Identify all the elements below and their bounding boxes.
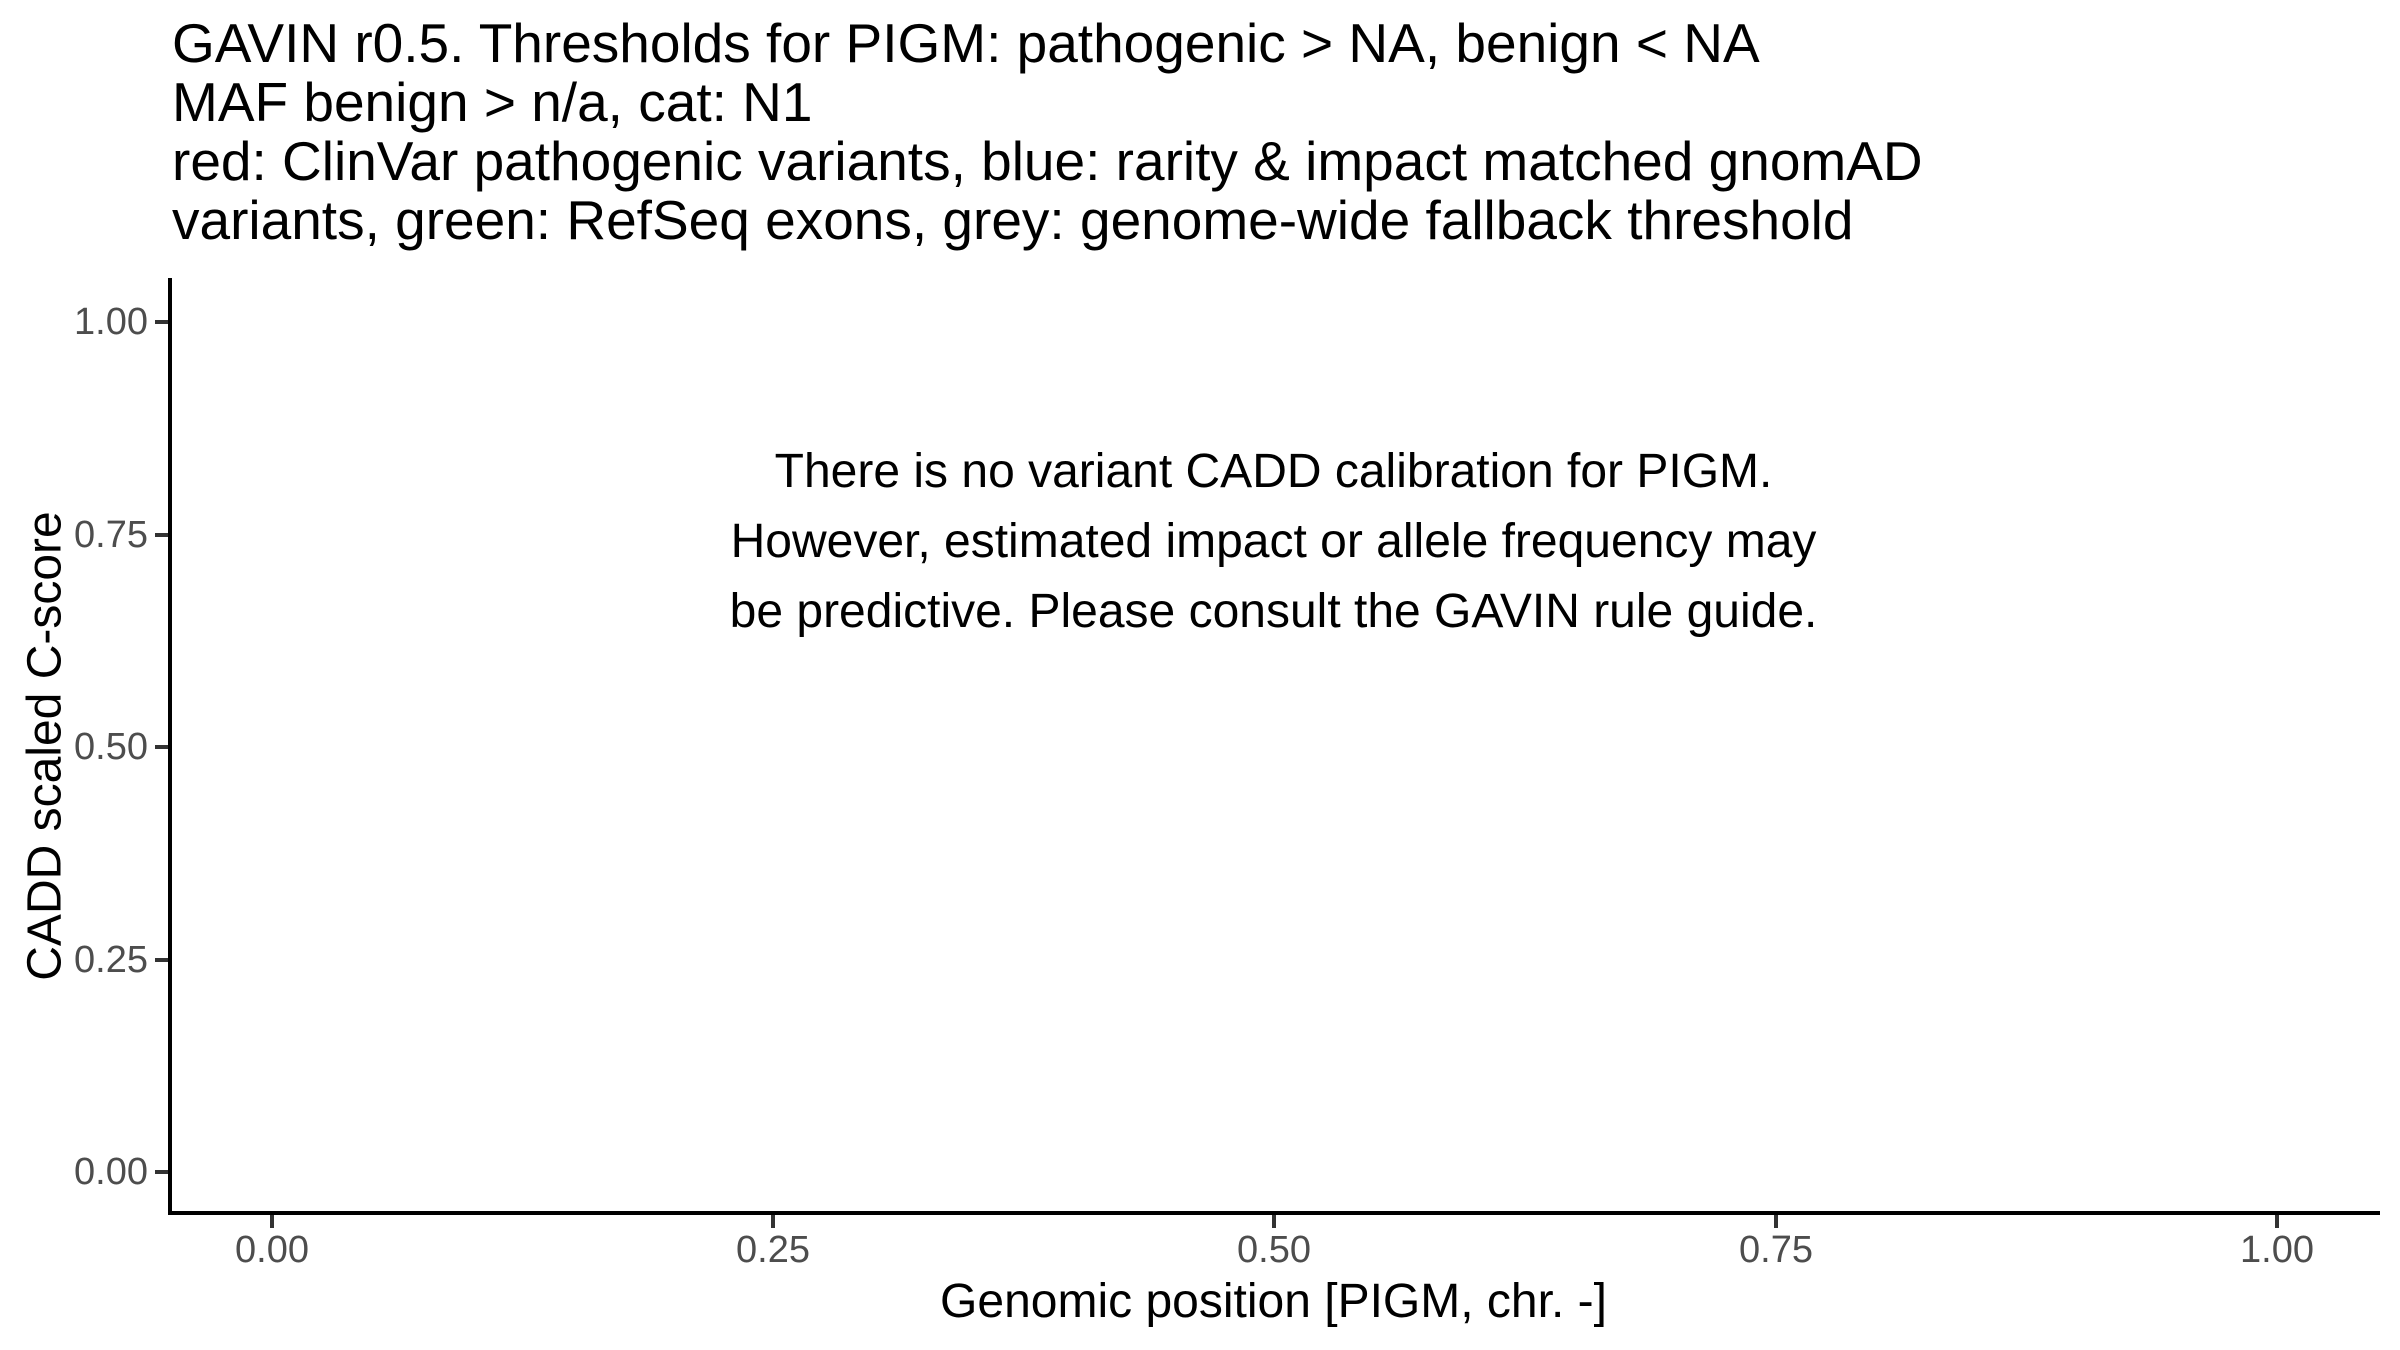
y-tick-label: 0.00 [74,1151,148,1193]
y-axis-line [168,278,172,1215]
chart-title-line-1: GAVIN r0.5. Thresholds for PIGM: pathogenic > NA, benign < NA [172,12,1760,74]
chart-title-line-2: MAF benign > n/a, cat: N1 [172,71,813,133]
chart-title-line-3: red: ClinVar pathogenic variants, blue: rarity & impact matched gnomAD [172,130,1923,192]
y-tick-mark [155,958,168,962]
x-tick-label: 0.75 [1739,1229,1813,1271]
y-axis-title: CADD scaled C-score [18,511,72,981]
y-tick-mark [155,745,168,749]
y-tick-label: 0.75 [74,514,148,556]
message-line-3: be predictive. Please consult the GAVIN rule guide. [729,585,1818,638]
chart-title [172,14,1923,250]
chart-title-line-4: variants, green: RefSeq exons, grey: genome-wide fallback threshold [172,189,1854,251]
x-axis-title: Genomic position [PIGM, chr. -] [940,1275,1607,1328]
message-line-2: However, estimated impact or allele frequency may [730,515,1817,568]
y-tick-mark [155,320,168,324]
x-tick-mark [771,1215,775,1228]
x-tick-label: 0.25 [736,1229,810,1271]
y-tick-mark [155,533,168,537]
y-tick-label: 0.25 [74,939,148,981]
no-calibration-message [170,437,2377,647]
y-tick-label: 0.50 [74,726,148,768]
message-line-1: There is no variant CADD calibration for PIGM. [774,445,1773,498]
y-tick-label: 1.00 [74,301,148,343]
x-tick-label: 0.00 [235,1229,309,1271]
y-tick-mark [155,1170,168,1174]
x-tick-label: 0.50 [1237,1229,1311,1271]
x-tick-mark [270,1215,274,1228]
x-tick-mark [1774,1215,1778,1228]
x-tick-mark [1272,1215,1276,1228]
x-tick-label: 1.00 [2240,1229,2314,1271]
x-tick-mark [2275,1215,2279,1228]
